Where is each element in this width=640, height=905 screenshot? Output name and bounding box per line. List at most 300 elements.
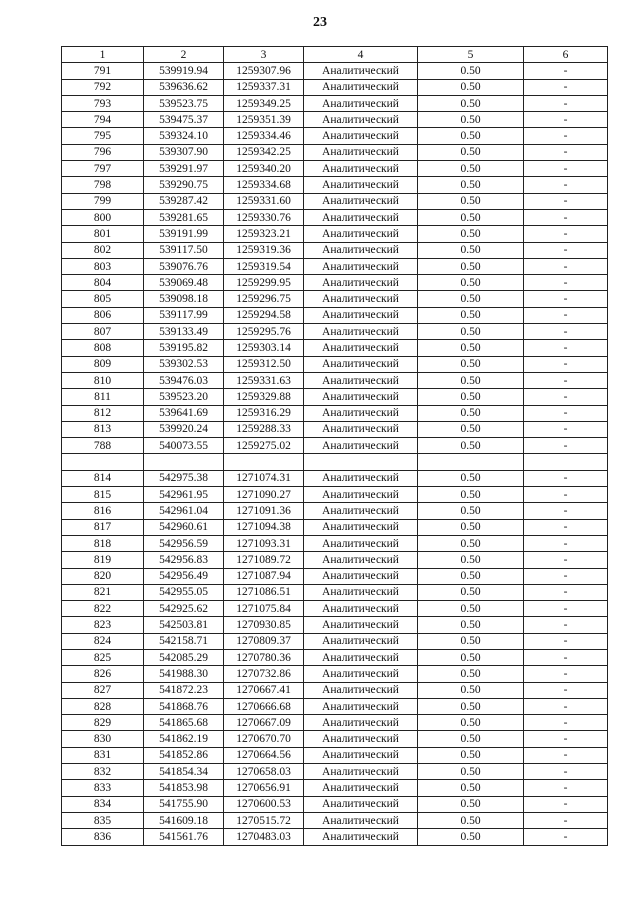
table-cell: 828: [62, 698, 144, 714]
table-cell: 1259349.25: [224, 95, 304, 111]
table-row: [62, 535, 608, 551]
table-row: [62, 209, 608, 225]
table-row: [62, 747, 608, 763]
table-cell: Аналитический: [304, 535, 418, 551]
table-cell: 0.50: [418, 796, 524, 812]
table-row: [62, 731, 608, 747]
table-row: [62, 291, 608, 307]
table-cell: 0.50: [418, 519, 524, 535]
table-cell: 541862.19: [144, 731, 224, 747]
table-cell: -: [524, 79, 608, 95]
table-cell: 539523.75: [144, 95, 224, 111]
table-cell: -: [524, 682, 608, 698]
table-cell: -: [524, 421, 608, 437]
table-cell: 0.50: [418, 503, 524, 519]
column-header: 1: [62, 47, 144, 63]
table-cell: 539324.10: [144, 128, 224, 144]
table-cell: 539302.53: [144, 356, 224, 372]
table-cell: 0.50: [418, 829, 524, 845]
table-cell: 1259316.29: [224, 405, 304, 421]
table-cell: 827: [62, 682, 144, 698]
table-cell: 1259275.02: [224, 438, 304, 454]
table-cell: 541865.68: [144, 715, 224, 731]
table-cell: 0.50: [418, 226, 524, 242]
table-cell: 1259312.50: [224, 356, 304, 372]
table-cell: 539195.82: [144, 340, 224, 356]
table-cell: 0.50: [418, 209, 524, 225]
table-row: [62, 633, 608, 649]
table-cell: 539476.03: [144, 372, 224, 388]
table-cell: -: [524, 161, 608, 177]
table-cell: -: [524, 144, 608, 160]
table-cell: -: [524, 128, 608, 144]
table-row: [62, 372, 608, 388]
table-cell: Аналитический: [304, 568, 418, 584]
table-cell: [304, 454, 418, 470]
table-cell: 0.50: [418, 275, 524, 291]
table-cell: -: [524, 193, 608, 209]
table-cell: Аналитический: [304, 144, 418, 160]
table-cell: 793: [62, 95, 144, 111]
table-cell: 539191.99: [144, 226, 224, 242]
table-cell: 1259331.60: [224, 193, 304, 209]
table-body: [62, 63, 608, 845]
table-cell: -: [524, 389, 608, 405]
table-row: [62, 421, 608, 437]
table-header-row: [62, 47, 608, 63]
table-cell: 795: [62, 128, 144, 144]
table-cell: 1259351.39: [224, 112, 304, 128]
table-cell: 541852.86: [144, 747, 224, 763]
table-cell: 539291.97: [144, 161, 224, 177]
table-row: [62, 356, 608, 372]
table-row: [62, 617, 608, 633]
table-cell: 1259323.21: [224, 226, 304, 242]
table-cell: -: [524, 405, 608, 421]
table-cell: 816: [62, 503, 144, 519]
table-cell: 798: [62, 177, 144, 193]
table-cell: 542956.59: [144, 535, 224, 551]
table-cell: -: [524, 617, 608, 633]
table-cell: 833: [62, 780, 144, 796]
table-cell: 804: [62, 275, 144, 291]
table-cell: 1271093.31: [224, 535, 304, 551]
table-cell: 0.50: [418, 324, 524, 340]
table-cell: 1270809.37: [224, 633, 304, 649]
table-cell: 1259307.96: [224, 63, 304, 79]
coordinates-table: [61, 46, 608, 846]
table-cell: 0.50: [418, 161, 524, 177]
table-cell: 811: [62, 389, 144, 405]
table-row: [62, 796, 608, 812]
table-cell: -: [524, 715, 608, 731]
table-cell: [62, 454, 144, 470]
table-cell: 1259329.88: [224, 389, 304, 405]
table-cell: 814: [62, 470, 144, 486]
table-cell: Аналитический: [304, 209, 418, 225]
table-row: [62, 812, 608, 828]
table-cell: 0.50: [418, 356, 524, 372]
table-cell: 1259295.76: [224, 324, 304, 340]
table-row: [62, 112, 608, 128]
table-cell: 541854.34: [144, 764, 224, 780]
table-cell: 0.50: [418, 666, 524, 682]
table-cell: 0.50: [418, 291, 524, 307]
table-cell: Аналитический: [304, 438, 418, 454]
table-cell: -: [524, 568, 608, 584]
table-cell: Аналитический: [304, 747, 418, 763]
table-cell: Аналитический: [304, 633, 418, 649]
table-cell: 0.50: [418, 242, 524, 258]
table-cell: -: [524, 584, 608, 600]
table-cell: 0.50: [418, 552, 524, 568]
table-cell: Аналитический: [304, 503, 418, 519]
table-row: [62, 438, 608, 454]
table-cell: [418, 454, 524, 470]
table-cell: Аналитический: [304, 829, 418, 845]
table-row: [62, 63, 608, 79]
column-header: 3: [224, 47, 304, 63]
table-cell: 1259299.95: [224, 275, 304, 291]
table-cell: -: [524, 291, 608, 307]
table-cell: -: [524, 601, 608, 617]
table-cell: 1259334.68: [224, 177, 304, 193]
table-cell: 539098.18: [144, 291, 224, 307]
table-row: [62, 780, 608, 796]
table-cell: [144, 454, 224, 470]
table-cell: Аналитический: [304, 275, 418, 291]
table-cell: 806: [62, 307, 144, 323]
table-cell: 539133.49: [144, 324, 224, 340]
table-cell: 797: [62, 161, 144, 177]
table-cell: 1270666.68: [224, 698, 304, 714]
table-row: [62, 829, 608, 845]
table-cell: 1271090.27: [224, 487, 304, 503]
table-cell: 818: [62, 535, 144, 551]
table-cell: 542975.38: [144, 470, 224, 486]
table-cell: 1259334.46: [224, 128, 304, 144]
table-cell: 539076.76: [144, 258, 224, 274]
table-cell: 0.50: [418, 421, 524, 437]
table-cell: 539117.99: [144, 307, 224, 323]
table-cell: -: [524, 796, 608, 812]
table-cell: 0.50: [418, 438, 524, 454]
table-cell: 1270780.36: [224, 649, 304, 665]
table-cell: Аналитический: [304, 340, 418, 356]
table-cell: 1271091.36: [224, 503, 304, 519]
table-cell: [224, 454, 304, 470]
table-cell: 1270732.86: [224, 666, 304, 682]
table-cell: 539636.62: [144, 79, 224, 95]
table-cell: Аналитический: [304, 421, 418, 437]
table-cell: 1271075.84: [224, 601, 304, 617]
table-row: [62, 584, 608, 600]
table-cell: 539307.90: [144, 144, 224, 160]
table-cell: Аналитический: [304, 112, 418, 128]
table-row: [62, 649, 608, 665]
table-cell: 539523.20: [144, 389, 224, 405]
table-cell: -: [524, 258, 608, 274]
table-cell: Аналитический: [304, 79, 418, 95]
table-cell: 1259340.20: [224, 161, 304, 177]
table-cell: 0.50: [418, 601, 524, 617]
table-cell: Аналитический: [304, 226, 418, 242]
table-row: [62, 405, 608, 421]
table-cell: 809: [62, 356, 144, 372]
table-cell: 542956.49: [144, 568, 224, 584]
table-cell: 539919.94: [144, 63, 224, 79]
table-cell: 542961.04: [144, 503, 224, 519]
table-cell: 0.50: [418, 112, 524, 128]
table-cell: 1270667.09: [224, 715, 304, 731]
table-cell: 835: [62, 812, 144, 828]
table-cell: 542158.71: [144, 633, 224, 649]
table-cell: 541872.23: [144, 682, 224, 698]
table-cell: 1270667.41: [224, 682, 304, 698]
table-cell: 539920.24: [144, 421, 224, 437]
column-header: 5: [418, 47, 524, 63]
table-cell: Аналитический: [304, 715, 418, 731]
table-cell: Аналитический: [304, 258, 418, 274]
table-cell: Аналитический: [304, 487, 418, 503]
table-cell: Аналитический: [304, 242, 418, 258]
table-cell: 0.50: [418, 568, 524, 584]
table-cell: 541988.30: [144, 666, 224, 682]
table-cell: 0.50: [418, 715, 524, 731]
table-row: [62, 258, 608, 274]
table-cell: 0.50: [418, 747, 524, 763]
table-row: [62, 568, 608, 584]
table-cell: -: [524, 829, 608, 845]
table-cell: 803: [62, 258, 144, 274]
table-cell: 1259294.58: [224, 307, 304, 323]
table-row: [62, 161, 608, 177]
table-cell: 810: [62, 372, 144, 388]
table-cell: 812: [62, 405, 144, 421]
table-cell: 788: [62, 438, 144, 454]
table-cell: 0.50: [418, 535, 524, 551]
table-cell: Аналитический: [304, 796, 418, 812]
table-cell: 800: [62, 209, 144, 225]
table-row: [62, 389, 608, 405]
table-cell: 0.50: [418, 487, 524, 503]
table-cell: 819: [62, 552, 144, 568]
table-cell: 1271087.94: [224, 568, 304, 584]
table-cell: Аналитический: [304, 389, 418, 405]
table-cell: 832: [62, 764, 144, 780]
table-cell: 539281.65: [144, 209, 224, 225]
table-cell: -: [524, 812, 608, 828]
table-row: [62, 503, 608, 519]
table-row: [62, 242, 608, 258]
table-cell: 1259288.33: [224, 421, 304, 437]
table-cell: 829: [62, 715, 144, 731]
table-cell: Аналитический: [304, 324, 418, 340]
table-cell: 796: [62, 144, 144, 160]
table-cell: 542085.29: [144, 649, 224, 665]
table-cell: [524, 454, 608, 470]
table-cell: 1270656.91: [224, 780, 304, 796]
table-row: [62, 601, 608, 617]
table-cell: 539475.37: [144, 112, 224, 128]
table-cell: 541853.98: [144, 780, 224, 796]
table-cell: 826: [62, 666, 144, 682]
table-cell: 0.50: [418, 193, 524, 209]
table-row: [62, 128, 608, 144]
table-cell: -: [524, 275, 608, 291]
table-row: [62, 144, 608, 160]
table-cell: Аналитический: [304, 307, 418, 323]
table-cell: 0.50: [418, 79, 524, 95]
table-cell: 1270658.03: [224, 764, 304, 780]
table-cell: 541561.76: [144, 829, 224, 845]
table-cell: 1259319.36: [224, 242, 304, 258]
column-header: 4: [304, 47, 418, 63]
table-cell: 821: [62, 584, 144, 600]
table-cell: 1259319.54: [224, 258, 304, 274]
table-row: [62, 307, 608, 323]
table-row: [62, 552, 608, 568]
table-row: [62, 519, 608, 535]
table-cell: 791: [62, 63, 144, 79]
table-cell: -: [524, 209, 608, 225]
table-cell: 834: [62, 796, 144, 812]
table-cell: Аналитический: [304, 552, 418, 568]
table-cell: -: [524, 649, 608, 665]
table-cell: 539641.69: [144, 405, 224, 421]
table-cell: 1259330.76: [224, 209, 304, 225]
table-row: [62, 275, 608, 291]
table-cell: Аналитический: [304, 698, 418, 714]
table-cell: 805: [62, 291, 144, 307]
table-cell: 542956.83: [144, 552, 224, 568]
table-cell: Аналитический: [304, 617, 418, 633]
table-cell: Аналитический: [304, 470, 418, 486]
table-cell: Аналитический: [304, 193, 418, 209]
table-row: [62, 470, 608, 486]
table-cell: Аналитический: [304, 372, 418, 388]
table-cell: -: [524, 63, 608, 79]
table-cell: 540073.55: [144, 438, 224, 454]
table-cell: Аналитический: [304, 177, 418, 193]
table-cell: Аналитический: [304, 601, 418, 617]
table-cell: 1270664.56: [224, 747, 304, 763]
table-cell: 542925.62: [144, 601, 224, 617]
table-cell: 0.50: [418, 389, 524, 405]
table-cell: -: [524, 95, 608, 111]
table-cell: Аналитический: [304, 161, 418, 177]
table-cell: Аналитический: [304, 63, 418, 79]
table-cell: Аналитический: [304, 128, 418, 144]
table-cell: -: [524, 487, 608, 503]
table-cell: 0.50: [418, 649, 524, 665]
table-cell: Аналитический: [304, 519, 418, 535]
table-row: [62, 193, 608, 209]
table-cell: 0.50: [418, 63, 524, 79]
table-cell: 539290.75: [144, 177, 224, 193]
table-cell: 542961.95: [144, 487, 224, 503]
page-number: 23: [313, 15, 327, 30]
table-cell: -: [524, 780, 608, 796]
table-cell: -: [524, 470, 608, 486]
table-cell: 836: [62, 829, 144, 845]
table-cell: Аналитический: [304, 780, 418, 796]
table-cell: 830: [62, 731, 144, 747]
table-cell: 1271094.38: [224, 519, 304, 535]
table-cell: 794: [62, 112, 144, 128]
table-cell: 799: [62, 193, 144, 209]
table-cell: 1271086.51: [224, 584, 304, 600]
table-cell: 823: [62, 617, 144, 633]
table-cell: 1271089.72: [224, 552, 304, 568]
table-cell: Аналитический: [304, 682, 418, 698]
table-row: [62, 95, 608, 111]
table-cell: 831: [62, 747, 144, 763]
table-cell: -: [524, 226, 608, 242]
table-cell: 1270600.53: [224, 796, 304, 812]
table-cell: -: [524, 438, 608, 454]
table-row: [62, 226, 608, 242]
table-cell: 541868.76: [144, 698, 224, 714]
table-cell: Аналитический: [304, 764, 418, 780]
table-cell: 802: [62, 242, 144, 258]
table-cell: -: [524, 666, 608, 682]
table-cell: 1270930.85: [224, 617, 304, 633]
table-row: [62, 487, 608, 503]
separator-row: [62, 454, 608, 470]
table-row: [62, 698, 608, 714]
table-cell: 542960.61: [144, 519, 224, 535]
table-cell: Аналитический: [304, 812, 418, 828]
table-cell: 0.50: [418, 617, 524, 633]
table-cell: 0.50: [418, 95, 524, 111]
table-cell: -: [524, 356, 608, 372]
table-cell: -: [524, 764, 608, 780]
table-cell: 0.50: [418, 812, 524, 828]
table-cell: 817: [62, 519, 144, 535]
table-row: [62, 324, 608, 340]
table-cell: 0.50: [418, 340, 524, 356]
table-cell: -: [524, 535, 608, 551]
table-cell: Аналитический: [304, 649, 418, 665]
table-cell: 539069.48: [144, 275, 224, 291]
table-cell: Аналитический: [304, 666, 418, 682]
table-cell: 1259331.63: [224, 372, 304, 388]
table-cell: 825: [62, 649, 144, 665]
table-cell: 1259303.14: [224, 340, 304, 356]
table-cell: 813: [62, 421, 144, 437]
table-cell: -: [524, 552, 608, 568]
table-cell: 0.50: [418, 372, 524, 388]
table-cell: 0.50: [418, 633, 524, 649]
table-cell: 1259337.31: [224, 79, 304, 95]
table-cell: 824: [62, 633, 144, 649]
table-row: [62, 682, 608, 698]
table-cell: -: [524, 242, 608, 258]
table-cell: Аналитический: [304, 95, 418, 111]
table-cell: -: [524, 112, 608, 128]
table-row: [62, 715, 608, 731]
table-cell: -: [524, 731, 608, 747]
table-cell: 0.50: [418, 731, 524, 747]
table-cell: 1259342.25: [224, 144, 304, 160]
table-cell: 541755.90: [144, 796, 224, 812]
table-cell: 539287.42: [144, 193, 224, 209]
table-cell: Аналитический: [304, 584, 418, 600]
table-cell: 1271074.31: [224, 470, 304, 486]
table-cell: Аналитический: [304, 405, 418, 421]
table-cell: 539117.50: [144, 242, 224, 258]
